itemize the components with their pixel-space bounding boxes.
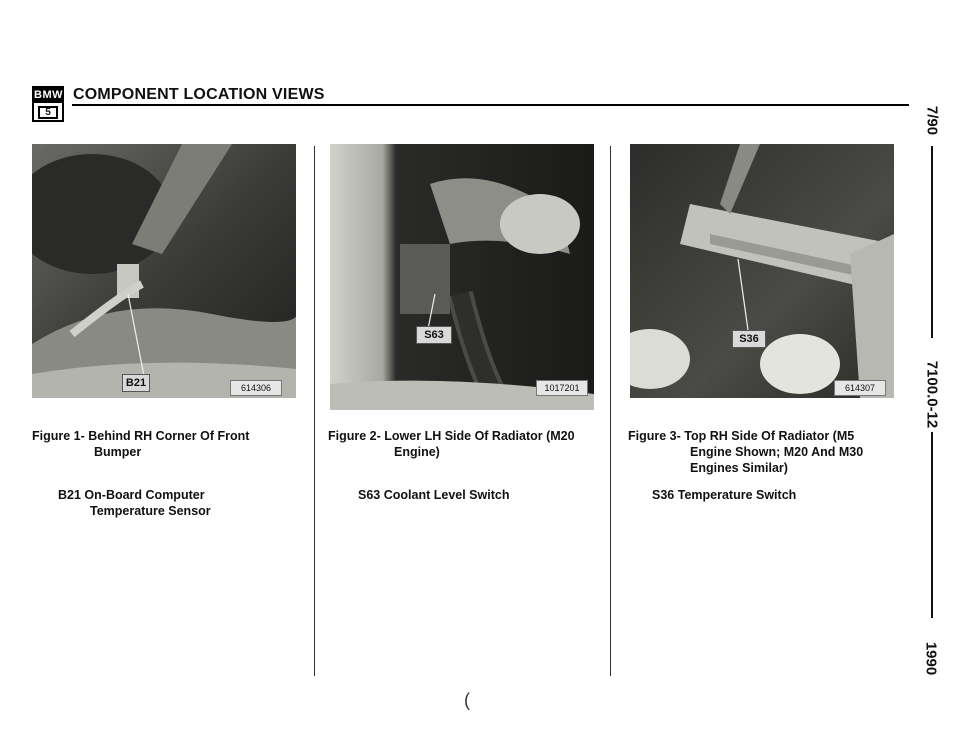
figure-3-photo-number: 614307 bbox=[834, 380, 886, 396]
figure-1-photo-number: 614306 bbox=[230, 380, 282, 396]
figure-2-photo bbox=[330, 144, 594, 410]
figure-1-legend bbox=[58, 487, 298, 519]
footer-mark: ( bbox=[464, 690, 470, 710]
figure-2-legend-code: S63 bbox=[358, 488, 381, 502]
figure-3-photo bbox=[630, 144, 894, 398]
figure-1-caption-line2: Bumper bbox=[94, 445, 142, 459]
figure-3-image bbox=[630, 144, 894, 398]
figure-3-photo-label: S36 bbox=[732, 330, 766, 348]
header-rule bbox=[72, 104, 909, 106]
figure-2-legend-line1: Coolant Level Switch bbox=[383, 488, 510, 502]
figure-1-caption-line1: Behind RH Corner Of Front bbox=[88, 429, 250, 443]
margin-year: 1990 bbox=[922, 641, 940, 676]
figure-1-legend-code: B21 bbox=[58, 488, 81, 502]
figure-2-photo-label: S63 bbox=[416, 326, 452, 344]
figure-3-caption bbox=[628, 428, 908, 476]
figure-2-caption-line1: Lower LH Side Of Radiator (M20 bbox=[384, 429, 575, 443]
logo-brand: BMW bbox=[34, 89, 63, 101]
figure-3-legend-code: S36 bbox=[652, 488, 675, 502]
figure-1-legend-line2: Temperature Sensor bbox=[90, 504, 211, 518]
margin-date: 7/90 bbox=[923, 105, 941, 136]
figure-3-legend bbox=[652, 487, 892, 503]
figure-2-caption-prefix: Figure 2- bbox=[328, 429, 381, 443]
figure-1-photo-label: B21 bbox=[122, 374, 150, 392]
figure-1-photo bbox=[32, 144, 296, 398]
figure-2-caption bbox=[328, 428, 608, 460]
page-title: COMPONENT LOCATION VIEWS bbox=[73, 86, 325, 103]
figure-2-photo-number: 1017201 bbox=[536, 380, 588, 396]
figure-3-caption-prefix: Figure 3- bbox=[628, 429, 681, 443]
logo-series: 5 bbox=[38, 106, 58, 119]
figure-3-caption-line3: Engines Similar) bbox=[690, 461, 788, 475]
margin-page-number: 7100.0-12 bbox=[923, 360, 941, 429]
bmw-5-logo bbox=[32, 86, 64, 122]
figure-2-image bbox=[330, 144, 594, 410]
figure-2-caption-line2: Engine) bbox=[394, 445, 440, 459]
figure-3-caption-line2: Engine Shown; M20 And M30 bbox=[690, 445, 864, 459]
figure-2-legend bbox=[358, 487, 598, 503]
margin-line-upper bbox=[931, 146, 933, 338]
column-divider-2 bbox=[610, 146, 611, 676]
figure-1-caption bbox=[32, 428, 302, 460]
figure-3-caption-line1: Top RH Side Of Radiator (M5 bbox=[684, 429, 855, 443]
column-divider-1 bbox=[314, 146, 315, 676]
figure-1-caption-prefix: Figure 1- bbox=[32, 429, 85, 443]
margin-line-lower bbox=[931, 432, 933, 618]
figure-3-legend-line1: Temperature Switch bbox=[677, 488, 797, 502]
figure-1-image bbox=[32, 144, 296, 398]
figure-1-legend-line1: On-Board Computer bbox=[84, 488, 205, 502]
